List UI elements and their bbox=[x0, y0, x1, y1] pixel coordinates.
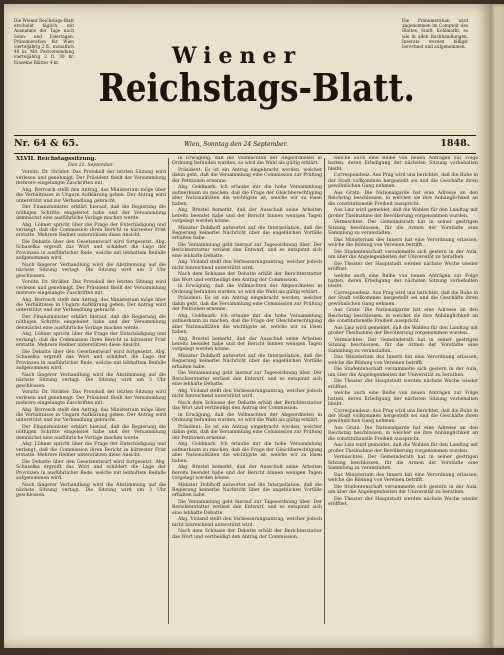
article-paragraph: Vorsitz: Dr. Sträßer. Das Protokoll der letzten Sitzung wird verlesen und genehmigt. Der Präsident theilt der Versammlung mehrere eingelangte Zuschriften mit. bbox=[16, 390, 166, 406]
article-paragraph: Der Finanzminister erklärt hierauf, daß die Regierung die nöthigen Schritte eingeleitet habe und der Versammlung demnächst eine ausführliche Vorlage machen werde. bbox=[16, 315, 166, 331]
article-paragraph: Aus Linz wird gemeldet, daß die Wahlen für den Landtag mit großer Theilnahme der Bevölkerung vorgenommen wurden. bbox=[328, 325, 478, 337]
article-paragraph: Minister Doblhoff antwortet auf die Interpellation, daß die Regierung keinerlei Nachricht über die angeblichen Vorfälle erhalten habe. bbox=[172, 482, 322, 499]
article-paragraph: Abg. Violand stellt den Verbesserungsantrag, welcher jedoch nicht hinreichend unterstützt wird. bbox=[172, 260, 322, 271]
article-paragraph: Minister Doblhoff antwortet auf die Interpellation, daß die Regierung keinerlei Nachricht über die angeblichen Vorfälle erhalten habe. bbox=[172, 225, 322, 242]
column-3 bbox=[328, 156, 478, 626]
article-paragraph: Abg. Borrosch stellt den Antrag, das Ministerium möge über die Verhältnisse in Ungarn Aufklärung geben. Der Antrag wird unterstützt und zur Verhandlung gebracht. bbox=[16, 407, 166, 424]
article-paragraph: Abg. Borrosch stellt den Antrag, das Ministerium möge über die Verhältnisse in Ungarn Aufklärung geben. Der Antrag wird unterstützt und zur Verhandlung gebracht. bbox=[16, 187, 166, 204]
article-paragraph: Präsident: Es ist ein Antrag eingebracht worden, welcher dahin geht, daß die Versammlung eine Commission zur Prüfung der Petitionen ernenne. bbox=[172, 424, 322, 441]
article-paragraph: Minister Doblhoff antwortet auf die Interpellation, daß die Regierung keinerlei Nachricht über die angeblichen Vorfälle erhalten habe. bbox=[172, 354, 322, 370]
article-paragraph: Vermischtes. Der Gemeinderath hat in seiner gestrigen Sitzung beschlossen, für die Armen der Vorstädte eine Sammlung zu veranstalten. bbox=[328, 220, 478, 237]
article-paragraph: Die Versammlung geht hierauf zur Tagesordnung über. Der Berichterstatter verliest den Entwurf, und es entspinnt sich eine lebhafte Debatte. bbox=[172, 371, 322, 388]
article-paragraph: Correspondenz. Aus Prag wird uns berichtet, daß die Ruhe in der Stadt vollkommen hergestellt sei und die Geschäfte ihren gewöhnlichen Gang nehmen. bbox=[328, 291, 478, 307]
page-edge bbox=[490, 4, 504, 648]
article-paragraph: Der Finanzminister erklärt hierauf, daß die Regierung die nöthigen Schritte eingeleitet habe und der Versammlung demnächst eine ausführliche Vorlage machen werde. bbox=[16, 205, 166, 222]
article-paragraph: Die Debatte über den Gesetzentwurf wird fortgesetzt. Abg. Schuselka ergreift das Wort und schildert die Lage der Provinzen in ausführlicher Rede, welche mit lebhaftem Beifalle aufgenommen wird. bbox=[16, 240, 166, 262]
article-paragraph: Vermischtes. Der Gemeinderath hat in seiner gestrigen Sitzung beschlossen, für die Armen der Vorstädte eine Sammlung zu veranstalten. bbox=[328, 337, 478, 354]
article-paragraph: Vermischtes. Der Gemeinderath hat in seiner gestrigen Sitzung beschlossen, für die Armen der Vorstädte eine Sammlung zu veranstalten. bbox=[328, 455, 478, 472]
article-paragraph: Der Finanzminister erklärt hierauf, daß die Regierung die nöthigen Schritte eingeleitet habe und der Versammlung demnächst eine ausführliche Vorlage machen werde. bbox=[16, 424, 166, 441]
issue-line bbox=[14, 138, 476, 152]
article-paragraph: in Erwägung, daß die Vollmachten der Abgeordneten in Ordnung befunden wurden, so wird die Wahl als gültig erklärt. bbox=[172, 156, 322, 167]
article-paragraph: Correspondenz. Aus Prag wird uns berichtet, daß die Ruhe in der Stadt vollkommen hergestellt sei und die Geschäfte ihren gewöhnlichen Gang nehmen. bbox=[328, 408, 478, 425]
article-paragraph: Vorsitz: Dr. Sträßer. Das Protokoll der letzten Sitzung wird verlesen und genehmigt. Der Präsident theilt der Versammlung mehrere eingelangte Zuschriften mit. bbox=[16, 280, 166, 297]
article-paragraph: in Erwägung, daß die Vollmachten der Abgeordneten in Ordnung befunden wurden, so wird die Wahl als gültig erklärt. bbox=[172, 284, 322, 295]
issue-number: Nr. 64 & 65. bbox=[14, 138, 79, 149]
article-paragraph: Abg. Löhner spricht über die Frage der Entschädigung und verlangt, daß die Commission ihren Bericht in kürzester Frist erstatte. Mehrere Redner unterstützen diese Ansicht. bbox=[16, 332, 166, 349]
article-paragraph: Abg. Brestel bemerkt, daß der Ausschuß seine Arbeiten bereits beendet habe und der Bericht binnen wenigen Tagen vorgelegt werden könne. bbox=[172, 208, 322, 225]
article-paragraph: Nach dem Schlusse der Debatte erhält der Berichterstatter das Wort und vertheidigt den Antrag der Commission. bbox=[172, 272, 322, 283]
masthead-title: Reichstags-Blatt. bbox=[98, 65, 415, 110]
article-paragraph: Abg. Löhner spricht über die Frage der Entschädigung und verlangt, daß die Commission ihren Bericht in kürzester Frist erstatte. Mehrere Redner unterstützen diese Ansicht. bbox=[16, 222, 166, 239]
article-paragraph: Das Ministerium des Innern hat eine Verordnung erlassen, welche die Bildung von Vereinen betrifft. bbox=[328, 472, 478, 484]
year: 1848. bbox=[440, 138, 470, 149]
column-separator bbox=[324, 158, 325, 624]
article-paragraph: Nach längerer Verhandlung wird die Abstimmung auf die nächste Sitzung vertagt. Die Sitzung wird um 3 Uhr geschlossen. bbox=[16, 372, 166, 389]
article-paragraph: Präsident: Es ist ein Antrag eingebracht worden, welcher dahin geht, daß die Versammlung eine Commission zur Prüfung der Petitionen ernenne. bbox=[172, 168, 322, 184]
article-paragraph: Vorsitz: Dr. Sträßer. Das Protokoll der letzten Sitzung wird verlesen und genehmigt. Der Präsident theilt der Versammlung mehrere eingelangte Zuschriften mit. bbox=[16, 170, 166, 187]
header-rule-bottom bbox=[14, 153, 476, 154]
article-paragraph: Nach längerer Verhandlung wird die Abstimmung auf die nächste Sitzung vertagt. Die Sitzung wird um 3 Uhr geschlossen. bbox=[16, 262, 166, 279]
article-paragraph: Aus Gratz: Die Nationalgarde hat eine Adresse an den Reichstag beschlossen, in welcher sie ihre Anhänglichkeit an die constitutionelle Freiheit ausspricht. bbox=[328, 190, 478, 207]
article-paragraph: in Erwägung, daß die Vollmachten der Abgeordneten in Ordnung befunden wurden, so wird die Wahl als gültig erklärt. bbox=[172, 412, 322, 424]
article-paragraph: Aus Gratz: Die Nationalgarde hat eine Adresse an den Reichstag beschlossen, in welcher sie ihre Anhänglichkeit an die constitutionelle Freiheit ausspricht. bbox=[328, 426, 478, 442]
column-2 bbox=[172, 156, 322, 626]
article-paragraph: Das Ministerium des Innern hat eine Verordnung erlassen, welche die Bildung von Vereinen betrifft. bbox=[328, 237, 478, 249]
article-paragraph: welche auch eine Reihe von neuen Anträgen zur Folge hatten, deren Erledigung der nächsten Sitzung vorbehalten bleibt. bbox=[328, 273, 478, 290]
article-paragraph: Abg. Violand stellt den Verbesserungsantrag, welcher jedoch nicht hinreichend unterstützt wird. bbox=[172, 388, 322, 400]
article-paragraph: Die Studentenschaft versammelte sich gestern in der Aula, um über die Angelegenheiten der Universität zu berathen. bbox=[328, 484, 478, 496]
article-paragraph: Abg. Löhner spricht über die Frage der Entschädigung und verlangt, daß die Commission ihren Bericht in kürzester Frist erstatte. Mehrere Redner unterstützen diese Ansicht. bbox=[16, 442, 166, 459]
article-paragraph: Die Versammlung geht hierauf zur Tagesordnung über. Der Berichterstatter verliest den Entwurf, und es entspinnt sich eine lebhafte Debatte. bbox=[172, 499, 322, 516]
article-paragraph: Das Ministerium des Innern hat eine Verordnung erlassen, welche die Bildung von Vereinen betrifft. bbox=[328, 355, 478, 366]
article-subtitle: Den 22. September. bbox=[67, 163, 115, 168]
article-paragraph: Abg. Brestel bemerkt, daß der Ausschuß seine Arbeiten bereits beendet habe und der Bericht binnen wenigen Tagen vorgelegt werden könne. bbox=[172, 336, 322, 353]
column-1 bbox=[16, 156, 166, 626]
article-paragraph: welche auch eine Reihe von neuen Anträgen zur Folge hatten, deren Erledigung der nächsten Sitzung vorbehalten bleibt. bbox=[328, 156, 478, 172]
article-paragraph: Die Theater der Hauptstadt werden nächste Woche wieder eröffnet. bbox=[328, 496, 478, 508]
column-separator bbox=[168, 158, 169, 624]
masthead bbox=[76, 43, 415, 110]
article-paragraph: Abg. Goldmark: Ich erlaube mir die hohe Versammlung aufmerksam zu machen, daß die Frage der Gleichberechtigung aller Nationalitäten die wichtigste ist, welche wir zu lösen haben. bbox=[172, 185, 322, 207]
article-paragraph: Die Theater der Hauptstadt werden nächste Woche wieder eröffnet. bbox=[328, 379, 478, 390]
article-paragraph: Correspondenz. Aus Prag wird uns berichtet, daß die Ruhe in der Stadt vollkommen hergestellt sei und die Geschäfte ihren gewöhnlichen Gang nehmen. bbox=[328, 173, 478, 190]
article-paragraph: Die Theater der Hauptstadt werden nächste Woche wieder eröffnet. bbox=[328, 261, 478, 273]
article-paragraph: Die Versammlung geht hierauf zur Tagesordnung über. Der Berichterstatter verliest den Entwurf, und es entspinnt sich eine lebhafte Debatte. bbox=[172, 243, 322, 259]
dateline: Wien, Sonntag den 24 September. bbox=[184, 141, 288, 148]
article-paragraph: Die Debatte über den Gesetzentwurf wird fortgesetzt. Abg. Schuselka ergreift das Wort und schildert die Lage der Provinzen in ausführlicher Rede, welche mit lebhaftem Beifalle aufgenommen wird. bbox=[16, 459, 166, 481]
article-paragraph: Die Debatte über den Gesetzentwurf wird fortgesetzt. Abg. Schuselka ergreift das Wort und schildert die Lage der Provinzen in ausführlicher Rede, welche mit lebhaftem Beifalle aufgenommen wird. bbox=[16, 349, 166, 372]
article-paragraph: welche auch eine Reihe von neuen Anträgen zur Folge hatten, deren Erledigung der nächsten Sitzung vorbehalten bleibt. bbox=[328, 391, 478, 408]
article-paragraph: Die Studentenschaft versammelte sich gestern in der Aula, um über die Angelegenheiten der Universität zu berathen. bbox=[328, 367, 478, 378]
article-paragraph: Aus Linz wird gemeldet, daß die Wahlen für den Landtag mit großer Theilnahme der Bevölkerung vorgenommen wurden. bbox=[328, 208, 478, 219]
article-paragraph: Abg. Goldmark: Ich erlaube mir die hohe Versammlung aufmerksam zu machen, daß die Frage der Gleichberechtigung aller Nationalitäten die wichtigste ist, welche wir zu lösen haben. bbox=[172, 442, 322, 464]
article-paragraph: Aus Gratz: Die Nationalgarde hat eine Adresse an den Reichstag beschlossen, in welcher sie ihre Anhänglichkeit an die constitutionelle Freiheit ausspricht. bbox=[328, 308, 478, 325]
masthead-top: Wiener bbox=[171, 43, 303, 69]
subscription-notice-right: Die Pränumeration wird angenommen im Comptoir des Blattes, Stadt, Kohlmarkt, so wie in allen Buchhandlungen. Inserate werden billigst berechnet und aufgenommen. bbox=[402, 18, 468, 50]
article-paragraph: Präsident: Es ist ein Antrag eingebracht worden, welcher dahin geht, daß die Versammlung eine Commission zur Prüfung der Petitionen ernenne. bbox=[172, 296, 322, 313]
article-paragraph: Abg. Violand stellt den Verbesserungsantrag, welcher jedoch nicht hinreichend unterstützt wird. bbox=[172, 517, 322, 528]
newspaper-page bbox=[4, 4, 490, 648]
article-paragraph: Nach längerer Verhandlung wird die Abstimmung auf die nächste Sitzung vertagt. Die Sitzung wird um 3 Uhr geschlossen. bbox=[16, 482, 166, 499]
article-paragraph: Abg. Goldmark: Ich erlaube mir die hohe Versammlung aufmerksam zu machen, daß die Frage der Gleichberechtigung aller Nationalitäten die wichtigste ist, welche wir zu lösen haben. bbox=[172, 313, 322, 336]
article-paragraph: Aus Linz wird gemeldet, daß die Wahlen für den Landtag mit großer Theilnahme der Bevölkerung vorgenommen wurden. bbox=[328, 443, 478, 454]
header-rule-top bbox=[14, 135, 476, 136]
article-paragraph: Abg. Brestel bemerkt, daß der Ausschuß seine Arbeiten bereits beendet habe und der Bericht binnen wenigen Tagen vorgelegt werden könne. bbox=[172, 465, 322, 481]
subscription-notice-left: Die Wiener Reichstags-Blatt erscheint täglich, mit Ausnahme der Tage nach Sonn- und Feiertagen. Pränumeration für Wien vierteljährig 2 fl., monatlich 40 kr. Mit Postversendung vierteljährig 2 fl. 30 kr. Einzelne Blätter 4 kr. bbox=[14, 18, 74, 65]
article-paragraph: Abg. Borrosch stellt den Antrag, das Ministerium möge über die Verhältnisse in Ungarn Aufklärung geben. Der Antrag wird unterstützt und zur Verhandlung gebracht. bbox=[16, 297, 166, 314]
article-title: XLVII. Reichstagssitzung. bbox=[16, 156, 97, 162]
article-paragraph: Nach dem Schlusse der Debatte erhält der Berichterstatter das Wort und vertheidigt den Antrag der Commission. bbox=[172, 400, 322, 412]
article-paragraph: Die Studentenschaft versammelte sich gestern in der Aula, um über die Angelegenheiten der Universität zu berathen. bbox=[328, 249, 478, 261]
article-paragraph: Nach dem Schlusse der Debatte erhält der Berichterstatter das Wort und vertheidigt den Antrag der Commission. bbox=[172, 529, 322, 540]
